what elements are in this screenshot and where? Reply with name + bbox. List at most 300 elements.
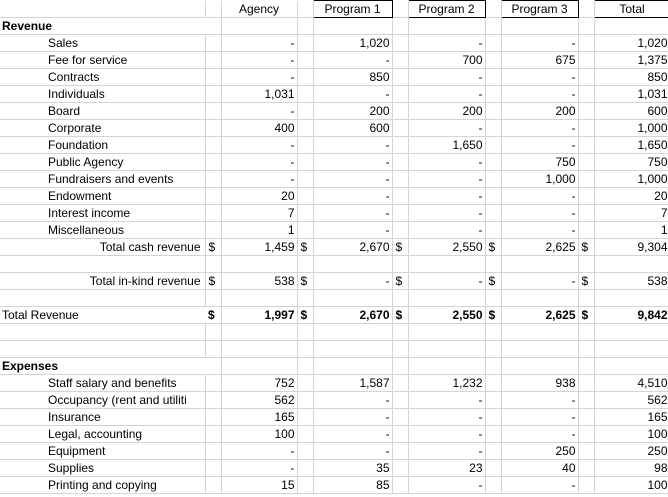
- cell[interactable]: [485, 460, 501, 477]
- cell[interactable]: [205, 409, 221, 426]
- total-cash-program2[interactable]: 2,550: [408, 239, 485, 256]
- value-program1[interactable]: -: [313, 154, 392, 171]
- col-header-program2[interactable]: Program 2: [408, 1, 485, 18]
- value-program1[interactable]: 850: [313, 69, 392, 86]
- cell[interactable]: [44, 1, 205, 18]
- cell[interactable]: [392, 460, 408, 477]
- cell[interactable]: [578, 477, 594, 494]
- value-total[interactable]: 1,375: [594, 52, 668, 69]
- cell[interactable]: [313, 324, 392, 341]
- cell[interactable]: [16, 171, 44, 188]
- value-agency[interactable]: 1,031: [221, 86, 297, 103]
- cell[interactable]: [594, 256, 668, 273]
- value-program3[interactable]: -: [501, 137, 578, 154]
- row-label[interactable]: Endowment: [44, 188, 205, 205]
- cell[interactable]: [578, 324, 594, 341]
- total-inkind-label[interactable]: Total in-kind revenue: [44, 273, 205, 290]
- cell[interactable]: [578, 137, 594, 154]
- value-program1[interactable]: -: [313, 409, 392, 426]
- value-program3[interactable]: -: [501, 392, 578, 409]
- total-cash-program3[interactable]: 2,625: [501, 239, 578, 256]
- cell[interactable]: [485, 392, 501, 409]
- value-total[interactable]: 1,000: [594, 171, 668, 188]
- cell[interactable]: [297, 358, 313, 375]
- cell[interactable]: [578, 171, 594, 188]
- cell[interactable]: [16, 35, 44, 52]
- cell[interactable]: [594, 18, 668, 35]
- cell[interactable]: [313, 18, 392, 35]
- value-program2[interactable]: 1,232: [408, 375, 485, 392]
- cell[interactable]: [578, 375, 594, 392]
- cell[interactable]: [392, 188, 408, 205]
- value-program1[interactable]: -: [313, 171, 392, 188]
- currency-symbol[interactable]: $: [578, 273, 594, 290]
- value-total[interactable]: 562: [594, 392, 668, 409]
- cell[interactable]: [578, 86, 594, 103]
- cell[interactable]: [0, 86, 16, 103]
- cell[interactable]: [205, 358, 221, 375]
- col-header-program1[interactable]: Program 1: [313, 1, 392, 18]
- value-total[interactable]: 98: [594, 460, 668, 477]
- cell[interactable]: [0, 35, 16, 52]
- row-label[interactable]: Miscellaneous: [44, 222, 205, 239]
- cell[interactable]: [297, 137, 313, 154]
- value-program2[interactable]: 23: [408, 460, 485, 477]
- cell[interactable]: [0, 205, 16, 222]
- value-total[interactable]: 100: [594, 426, 668, 443]
- value-agency[interactable]: -: [221, 35, 297, 52]
- currency-symbol[interactable]: $: [485, 307, 501, 324]
- cell[interactable]: [594, 324, 668, 341]
- cell[interactable]: [0, 52, 16, 69]
- cell[interactable]: [578, 358, 594, 375]
- cell[interactable]: [16, 69, 44, 86]
- cell[interactable]: [485, 256, 501, 273]
- cell[interactable]: [485, 409, 501, 426]
- cell[interactable]: [501, 341, 578, 358]
- value-program2[interactable]: -: [408, 120, 485, 137]
- total-inkind-program3[interactable]: -: [501, 273, 578, 290]
- value-program3[interactable]: 675: [501, 52, 578, 69]
- cell[interactable]: [313, 358, 392, 375]
- cell[interactable]: [16, 222, 44, 239]
- cell[interactable]: [205, 375, 221, 392]
- value-agency[interactable]: -: [221, 103, 297, 120]
- cell[interactable]: [485, 52, 501, 69]
- cell[interactable]: [392, 290, 408, 307]
- cell[interactable]: [392, 392, 408, 409]
- currency-symbol[interactable]: $: [205, 273, 221, 290]
- cell[interactable]: [0, 477, 16, 494]
- row-label[interactable]: Occupancy (rent and utiliti: [44, 392, 205, 409]
- cell[interactable]: [297, 205, 313, 222]
- cell[interactable]: [578, 290, 594, 307]
- row-label[interactable]: Fundraisers and events: [44, 171, 205, 188]
- total-cash-label[interactable]: Total cash revenue: [44, 239, 205, 256]
- value-agency[interactable]: 20: [221, 188, 297, 205]
- total-cash-program1[interactable]: 2,670: [313, 239, 392, 256]
- cell[interactable]: [485, 477, 501, 494]
- row-label[interactable]: Printing and copying: [44, 477, 205, 494]
- cell[interactable]: [408, 324, 485, 341]
- total-inkind-program2[interactable]: -: [408, 273, 485, 290]
- cell[interactable]: [578, 426, 594, 443]
- cell[interactable]: [297, 69, 313, 86]
- cell[interactable]: [16, 392, 44, 409]
- cell[interactable]: [485, 171, 501, 188]
- total-revenue-label[interactable]: Total Revenue: [0, 307, 205, 324]
- value-program1[interactable]: 85: [313, 477, 392, 494]
- value-program2[interactable]: 200: [408, 103, 485, 120]
- cell[interactable]: [16, 86, 44, 103]
- cell[interactable]: [392, 222, 408, 239]
- cell[interactable]: [205, 1, 221, 18]
- currency-symbol[interactable]: $: [297, 239, 313, 256]
- value-program1[interactable]: -: [313, 52, 392, 69]
- value-agency[interactable]: -: [221, 154, 297, 171]
- cell[interactable]: [205, 120, 221, 137]
- value-program3[interactable]: -: [501, 120, 578, 137]
- cell[interactable]: [205, 35, 221, 52]
- cell[interactable]: [205, 188, 221, 205]
- value-program1[interactable]: -: [313, 86, 392, 103]
- value-program3[interactable]: 1,000: [501, 171, 578, 188]
- cell[interactable]: [578, 120, 594, 137]
- value-agency[interactable]: 15: [221, 477, 297, 494]
- total-revenue-program3[interactable]: 2,625: [501, 307, 578, 324]
- cell[interactable]: [205, 290, 221, 307]
- value-agency[interactable]: 1: [221, 222, 297, 239]
- value-program1[interactable]: -: [313, 205, 392, 222]
- cell[interactable]: [0, 375, 16, 392]
- value-agency[interactable]: -: [221, 443, 297, 460]
- row-label[interactable]: Board: [44, 103, 205, 120]
- value-program1[interactable]: -: [313, 188, 392, 205]
- cell[interactable]: [0, 324, 16, 341]
- value-agency[interactable]: 100: [221, 426, 297, 443]
- total-cash-total[interactable]: 9,304: [594, 239, 668, 256]
- currency-symbol[interactable]: $: [297, 307, 313, 324]
- cell[interactable]: [578, 18, 594, 35]
- revenue-heading[interactable]: Revenue: [0, 18, 205, 35]
- cell[interactable]: [501, 290, 578, 307]
- currency-symbol[interactable]: $: [392, 239, 408, 256]
- value-program2[interactable]: -: [408, 426, 485, 443]
- total-inkind-total[interactable]: 538: [594, 273, 668, 290]
- cell[interactable]: [0, 426, 16, 443]
- col-header-total[interactable]: Total: [594, 1, 668, 18]
- cell[interactable]: [578, 222, 594, 239]
- cell[interactable]: [578, 154, 594, 171]
- cell[interactable]: [408, 341, 485, 358]
- cell[interactable]: [297, 222, 313, 239]
- col-header-agency[interactable]: Agency: [221, 1, 297, 18]
- value-total[interactable]: 1,000: [594, 120, 668, 137]
- cell[interactable]: [392, 1, 408, 18]
- value-total[interactable]: 20: [594, 188, 668, 205]
- cell[interactable]: [485, 120, 501, 137]
- cell[interactable]: [392, 18, 408, 35]
- cell[interactable]: [205, 341, 221, 358]
- cell[interactable]: [485, 103, 501, 120]
- value-program3[interactable]: -: [501, 205, 578, 222]
- cell[interactable]: [408, 290, 485, 307]
- value-program2[interactable]: -: [408, 222, 485, 239]
- cell[interactable]: [205, 205, 221, 222]
- cell[interactable]: [392, 154, 408, 171]
- cell[interactable]: [221, 256, 297, 273]
- cell[interactable]: [0, 1, 16, 18]
- value-agency[interactable]: -: [221, 137, 297, 154]
- cell[interactable]: [205, 222, 221, 239]
- value-program3[interactable]: 250: [501, 443, 578, 460]
- total-inkind-agency[interactable]: 538: [221, 273, 297, 290]
- cell[interactable]: [297, 409, 313, 426]
- cell[interactable]: [578, 52, 594, 69]
- value-program2[interactable]: -: [408, 409, 485, 426]
- cell[interactable]: [16, 1, 44, 18]
- cell[interactable]: [297, 256, 313, 273]
- cell[interactable]: [0, 290, 16, 307]
- cell[interactable]: [16, 290, 44, 307]
- cell[interactable]: [408, 358, 485, 375]
- value-agency[interactable]: 400: [221, 120, 297, 137]
- value-agency[interactable]: 165: [221, 409, 297, 426]
- cell[interactable]: [0, 188, 16, 205]
- cell[interactable]: [16, 239, 44, 256]
- cell[interactable]: [205, 324, 221, 341]
- value-program2[interactable]: -: [408, 171, 485, 188]
- cell[interactable]: [485, 137, 501, 154]
- value-total[interactable]: 250: [594, 443, 668, 460]
- row-label[interactable]: Individuals: [44, 86, 205, 103]
- cell[interactable]: [16, 426, 44, 443]
- value-program3[interactable]: -: [501, 222, 578, 239]
- cell[interactable]: [0, 103, 16, 120]
- cell[interactable]: [594, 358, 668, 375]
- total-cash-agency[interactable]: 1,459: [221, 239, 297, 256]
- value-total[interactable]: 1,031: [594, 86, 668, 103]
- cell[interactable]: [578, 69, 594, 86]
- cell[interactable]: [16, 154, 44, 171]
- cell[interactable]: [297, 460, 313, 477]
- value-total[interactable]: 750: [594, 154, 668, 171]
- cell[interactable]: [392, 358, 408, 375]
- cell[interactable]: [221, 324, 297, 341]
- total-revenue-program2[interactable]: 2,550: [408, 307, 485, 324]
- cell[interactable]: [297, 103, 313, 120]
- cell[interactable]: [297, 120, 313, 137]
- cell[interactable]: [205, 103, 221, 120]
- cell[interactable]: [392, 69, 408, 86]
- cell[interactable]: [485, 35, 501, 52]
- cell[interactable]: [392, 341, 408, 358]
- cell[interactable]: [485, 1, 501, 18]
- cell[interactable]: [485, 222, 501, 239]
- value-program1[interactable]: -: [313, 426, 392, 443]
- cell[interactable]: [297, 375, 313, 392]
- value-agency[interactable]: -: [221, 460, 297, 477]
- cell[interactable]: [297, 171, 313, 188]
- cell[interactable]: [392, 375, 408, 392]
- cell[interactable]: [392, 120, 408, 137]
- cell[interactable]: [578, 256, 594, 273]
- value-total[interactable]: 7: [594, 205, 668, 222]
- row-label[interactable]: Sales: [44, 35, 205, 52]
- value-program3[interactable]: -: [501, 69, 578, 86]
- cell[interactable]: [0, 392, 16, 409]
- cell[interactable]: [578, 103, 594, 120]
- cell[interactable]: [0, 409, 16, 426]
- cell[interactable]: [205, 154, 221, 171]
- cell[interactable]: [44, 256, 205, 273]
- value-total[interactable]: 165: [594, 409, 668, 426]
- cell[interactable]: [16, 409, 44, 426]
- value-program3[interactable]: 750: [501, 154, 578, 171]
- cell[interactable]: [392, 205, 408, 222]
- cell[interactable]: [0, 341, 16, 358]
- cell[interactable]: [16, 341, 44, 358]
- col-header-program3[interactable]: Program 3: [501, 1, 578, 18]
- value-total[interactable]: 600: [594, 103, 668, 120]
- cell[interactable]: [392, 477, 408, 494]
- cell[interactable]: [205, 86, 221, 103]
- expenses-heading[interactable]: Expenses: [0, 358, 205, 375]
- value-program1[interactable]: -: [313, 137, 392, 154]
- currency-symbol[interactable]: $: [392, 307, 408, 324]
- value-agency[interactable]: -: [221, 52, 297, 69]
- value-program2[interactable]: 700: [408, 52, 485, 69]
- value-program2[interactable]: -: [408, 205, 485, 222]
- cell[interactable]: [578, 443, 594, 460]
- cell[interactable]: [578, 1, 594, 18]
- value-agency[interactable]: 752: [221, 375, 297, 392]
- cell[interactable]: [578, 409, 594, 426]
- value-program1[interactable]: 200: [313, 103, 392, 120]
- cell[interactable]: [0, 256, 16, 273]
- cell[interactable]: [16, 443, 44, 460]
- currency-symbol[interactable]: $: [578, 239, 594, 256]
- cell[interactable]: [485, 18, 501, 35]
- cell[interactable]: [205, 443, 221, 460]
- cell[interactable]: [16, 103, 44, 120]
- total-revenue-total[interactable]: 9,842: [594, 307, 668, 324]
- cell[interactable]: [297, 18, 313, 35]
- cell[interactable]: [594, 341, 668, 358]
- cell[interactable]: [485, 341, 501, 358]
- cell[interactable]: [313, 290, 392, 307]
- row-label[interactable]: Supplies: [44, 460, 205, 477]
- row-label[interactable]: Corporate: [44, 120, 205, 137]
- cell[interactable]: [392, 35, 408, 52]
- cell[interactable]: [44, 324, 205, 341]
- cell[interactable]: [205, 460, 221, 477]
- cell[interactable]: [16, 273, 44, 290]
- cell[interactable]: [16, 375, 44, 392]
- cell[interactable]: [0, 239, 16, 256]
- value-program1[interactable]: -: [313, 443, 392, 460]
- cell[interactable]: [392, 171, 408, 188]
- currency-symbol[interactable]: $: [485, 273, 501, 290]
- cell[interactable]: [485, 426, 501, 443]
- total-inkind-program1[interactable]: -: [313, 273, 392, 290]
- cell[interactable]: [485, 154, 501, 171]
- total-revenue-program1[interactable]: 2,670: [313, 307, 392, 324]
- value-program1[interactable]: -: [313, 222, 392, 239]
- value-program2[interactable]: 1,650: [408, 137, 485, 154]
- value-program3[interactable]: 40: [501, 460, 578, 477]
- cell[interactable]: [16, 460, 44, 477]
- cell[interactable]: [578, 35, 594, 52]
- value-program3[interactable]: -: [501, 35, 578, 52]
- cell[interactable]: [16, 52, 44, 69]
- cell[interactable]: [0, 120, 16, 137]
- value-program2[interactable]: -: [408, 392, 485, 409]
- cell[interactable]: [221, 290, 297, 307]
- value-program3[interactable]: -: [501, 477, 578, 494]
- cell[interactable]: [16, 120, 44, 137]
- value-program3[interactable]: -: [501, 188, 578, 205]
- cell[interactable]: [501, 324, 578, 341]
- value-total[interactable]: 1,650: [594, 137, 668, 154]
- cell[interactable]: [297, 86, 313, 103]
- value-program1[interactable]: 35: [313, 460, 392, 477]
- cell[interactable]: [0, 69, 16, 86]
- value-program2[interactable]: -: [408, 443, 485, 460]
- row-label[interactable]: Interest income: [44, 205, 205, 222]
- value-program2[interactable]: -: [408, 86, 485, 103]
- cell[interactable]: [408, 256, 485, 273]
- cell[interactable]: [16, 324, 44, 341]
- row-label[interactable]: Contracts: [44, 69, 205, 86]
- cell[interactable]: [392, 103, 408, 120]
- value-program2[interactable]: -: [408, 477, 485, 494]
- cell[interactable]: [0, 137, 16, 154]
- value-program3[interactable]: -: [501, 86, 578, 103]
- value-program1[interactable]: -: [313, 392, 392, 409]
- cell[interactable]: [16, 256, 44, 273]
- value-agency[interactable]: -: [221, 171, 297, 188]
- cell[interactable]: [297, 443, 313, 460]
- value-agency[interactable]: 562: [221, 392, 297, 409]
- value-program2[interactable]: -: [408, 154, 485, 171]
- cell[interactable]: [16, 137, 44, 154]
- cell[interactable]: [485, 290, 501, 307]
- cell[interactable]: [392, 443, 408, 460]
- row-label[interactable]: Public Agency: [44, 154, 205, 171]
- value-program1[interactable]: 600: [313, 120, 392, 137]
- cell[interactable]: [485, 375, 501, 392]
- value-total[interactable]: 1: [594, 222, 668, 239]
- value-program1[interactable]: 1,020: [313, 35, 392, 52]
- cell[interactable]: [205, 477, 221, 494]
- cell[interactable]: [578, 341, 594, 358]
- cell[interactable]: [501, 358, 578, 375]
- value-program2[interactable]: -: [408, 188, 485, 205]
- cell[interactable]: [205, 426, 221, 443]
- cell[interactable]: [205, 392, 221, 409]
- row-label[interactable]: Equipment: [44, 443, 205, 460]
- cell[interactable]: [0, 443, 16, 460]
- cell[interactable]: [485, 358, 501, 375]
- cell[interactable]: [0, 154, 16, 171]
- cell[interactable]: [16, 188, 44, 205]
- cell[interactable]: [392, 324, 408, 341]
- cell[interactable]: [297, 324, 313, 341]
- value-program1[interactable]: 1,587: [313, 375, 392, 392]
- cell[interactable]: [485, 205, 501, 222]
- cell[interactable]: [0, 460, 16, 477]
